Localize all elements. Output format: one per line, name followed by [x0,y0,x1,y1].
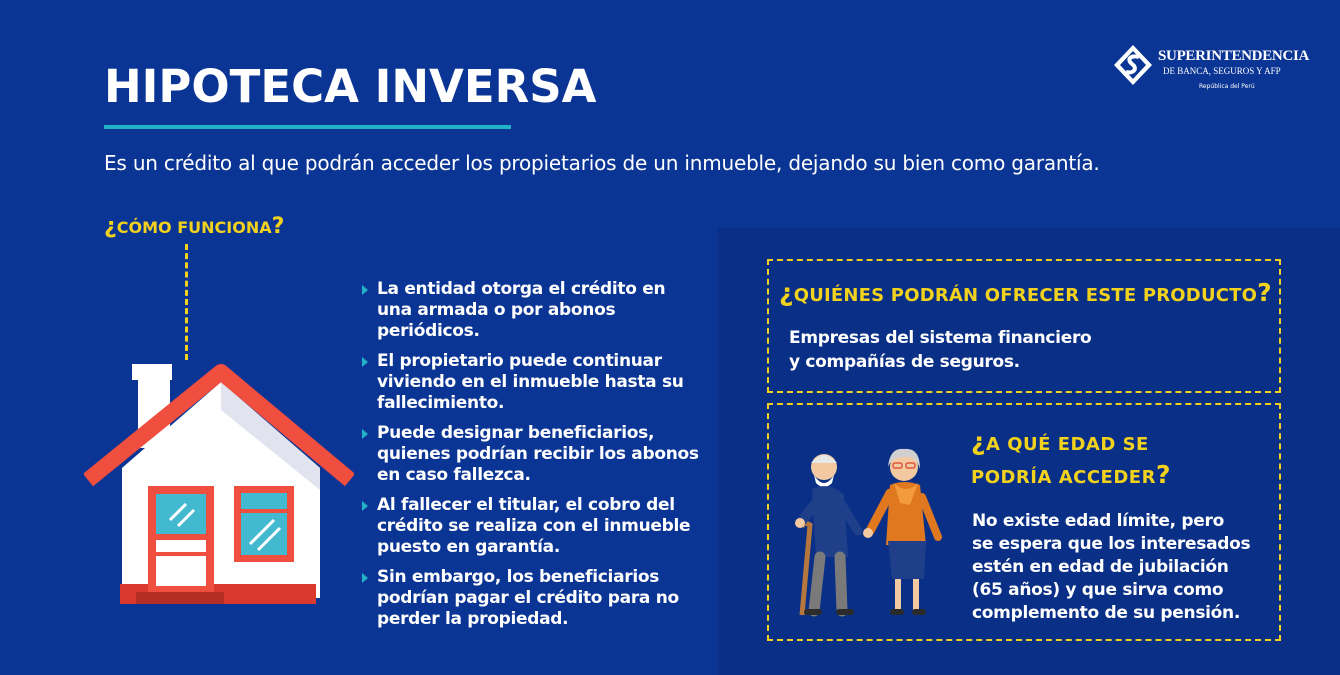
age-text-line: se espera que los interesados [972,534,1251,554]
question-close: ? [271,214,285,239]
list-item [360,351,705,414]
triangle-bullet-icon [362,501,368,511]
age-text-line: complemento de su pensión. [972,603,1241,623]
age-text-line: No existe edad límite, pero [972,511,1224,531]
page-title: HIPOTECA INVERSA [104,60,597,113]
who-offers-text [789,326,1119,374]
list-item [360,495,705,558]
list-item [360,279,705,342]
question-open: ¿ [779,278,794,307]
logo-country: República del Perú [1199,83,1255,90]
list-item-text: Al fallecer el titular, el cobro del crédito se realiza con el inmueble puesto en garantía. [377,495,691,557]
question-close: ? [1155,460,1171,489]
triangle-bullet-icon [362,285,368,295]
house-illustration [84,360,354,610]
title-underline [104,125,511,129]
triangle-bullet-icon [362,573,368,583]
list-item-text: El propietario puede continuar viviendo en el inmueble hasta su fallecimiento. [377,351,684,413]
question-open: ¿ [971,427,987,456]
who-offers-title: QUIÉNES PODRÁN OFRECER ESTE PRODUCTO [793,285,1258,306]
elderly-couple-illustration [786,445,946,624]
how-it-works-list [360,279,705,639]
triangle-bullet-icon [362,429,368,439]
elderly-couple-icon [786,445,946,620]
age-heading [971,427,1271,493]
age-heading-line: A QUÉ EDAD SE [986,434,1149,455]
sbs-logo-icon [1113,44,1153,86]
question-close: ? [1257,278,1272,307]
sbs-logo [1113,44,1310,94]
list-item-text: La entidad otorga el crédito en una armada o por abonos periódicos. [377,279,666,341]
house-icon [84,360,354,606]
question-open: ¿ [104,214,117,239]
age-text-line: (65 años) y que sirva como [972,580,1224,600]
logo-subname: DE BANCA, SEGUROS Y AFP [1163,66,1281,76]
dashed-connector [185,244,188,360]
how-it-works-title: CÓMO FUNCIONA [116,218,272,237]
who-offers-line: Empresas del sistema financiero [789,328,1092,348]
list-item-text: Puede designar beneficiarios, quienes podrían recibir los abonos en caso fallezca. [377,423,699,485]
who-offers-heading [779,278,1272,307]
list-item [360,423,705,486]
age-text [972,510,1262,625]
page-subtitle: Es un crédito al que podrán acceder los propietarios de un inmueble, dejando su bien como garantía. [104,151,1100,175]
triangle-bullet-icon [362,357,368,367]
age-heading-line: PODRÍA ACCEDER [971,467,1156,488]
logo-name: SUPERINTENDENCIA [1158,48,1310,64]
how-it-works-heading [104,214,284,239]
list-item-text: Sin embargo, los beneficiarios podrían pagar el crédito para no perder la propiedad. [377,567,679,629]
age-text-line: estén en edad de jubilación [972,557,1229,577]
list-item [360,567,705,630]
who-offers-line: y compañías de seguros. [789,352,1020,372]
